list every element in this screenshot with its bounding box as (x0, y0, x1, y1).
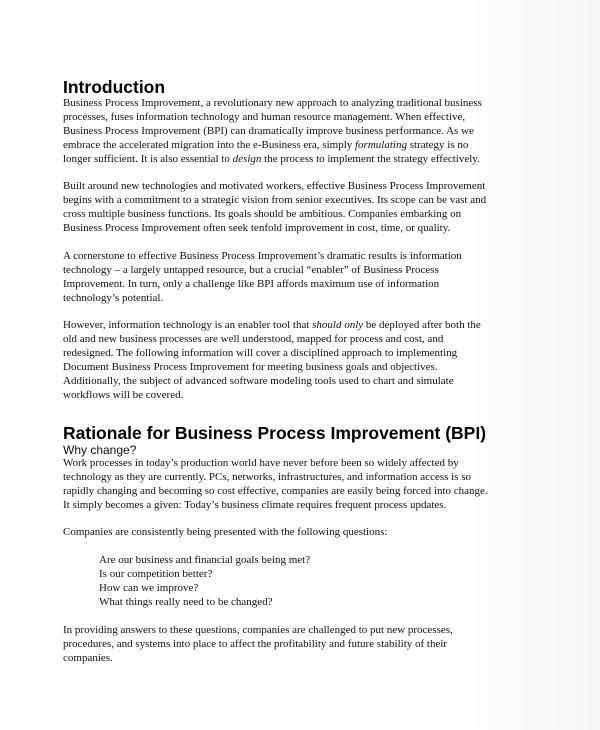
question-list (63, 554, 543, 610)
emphasis-text: design (232, 152, 262, 165)
line-text: the process to implement the strategy effectively. (261, 152, 480, 165)
paragraph-line: A cornerstone to effective Business Process Improvement’s dramatic results is information (63, 249, 462, 262)
paragraph-line: rapidly changing and becoming so cost effective, companies are easily being forced into change. (63, 484, 488, 497)
paragraph (63, 526, 543, 540)
paragraph-line: Companies are consistently being presented with the following questions: (63, 526, 388, 539)
paragraph-line: companies. (63, 651, 113, 664)
paragraph-line: technology’s potential. (63, 291, 164, 304)
paragraph-line: Work processes in today’s production world have never before been so widely affected by (63, 456, 459, 469)
emphasis-text: should only (312, 319, 364, 332)
paragraph-line: Business Process Improvement often seek tenfold improvement in cost, time, or quality. (63, 222, 451, 235)
section-heading-introduction: Introduction (63, 77, 166, 97)
paragraph-line: cross multiple business functions. Its goals should be ambitious. Companies embarking on (63, 208, 462, 221)
paragraph-line: procedures, and systems into place to affect the profitability and future stability of their (63, 637, 448, 650)
paragraph-line: Business Process Improvement (BPI) can dramatically improve business performance. As we (63, 124, 474, 137)
line-text: be deployed after both the (363, 319, 481, 332)
paragraph-line: workflows will be covered. (63, 388, 184, 401)
paragraph (63, 180, 543, 236)
paragraph-line: begins with a commitment to a strategic vision from senior executives. Its scope can be vast and (63, 194, 487, 207)
paragraph (63, 319, 543, 402)
line-text: However, information technology is an enabler tool that (63, 319, 313, 332)
paragraph-line: processes, fuses information technology and human resource management. When effective, (63, 110, 466, 123)
paragraph-line: technology as they are currently. PCs, networks, infrastructures, and information access is so (63, 470, 472, 483)
paragraph-line: Document Business Process Improvement for meeting business goals and objectives. (63, 361, 438, 374)
paragraph-line (63, 139, 543, 153)
paragraph-line (63, 153, 543, 167)
paragraph (63, 624, 543, 666)
line-text: embrace the accelerated migration into the e-Business era, simply (63, 138, 355, 151)
paragraph-line: old and new business processes are well understood, mapped for process and cost, and (63, 333, 444, 346)
section-heading-rationale: Rationale for Business Process Improvement (BPI) (63, 422, 487, 443)
paragraph-line: In providing answers to these questions, companies are challenged to put new processes, (63, 623, 453, 636)
paragraph (63, 97, 543, 167)
emphasis-text: formulating (355, 138, 407, 151)
question-item: Are our business and financial goals being met? (99, 554, 311, 567)
subheading-why-change: Why change? (63, 442, 137, 457)
paragraph-line: Improvement. In turn, only a challenge like BPI affords maximum use of information (63, 277, 440, 290)
paragraph-line: redesigned. The following information will cover a disciplined approach to implementing (63, 347, 458, 360)
paragraph-line: Built around new technologies and motivated workers, effective Business Process Improvement (63, 180, 486, 193)
line-text: longer sufficient. It is also essential to (63, 152, 233, 165)
paragraph-line: Additionally, the subject of advanced software modeling tools used to chart and simulate (63, 375, 454, 388)
paragraph (63, 250, 543, 306)
paragraph-line: Business Process Improvement, a revolutionary new approach to analyzing traditional business (63, 97, 482, 109)
document-body (63, 78, 543, 665)
paragraph-line (63, 319, 543, 333)
question-item: What things really need to be changed? (99, 595, 273, 608)
question-item: How can we improve? (99, 582, 199, 595)
paragraph-line: It simply becomes a given: Today’s business climate requires frequent process updates. (63, 498, 447, 511)
question-item: Is our competition better? (99, 568, 213, 581)
paragraph (63, 457, 543, 513)
paragraph-line: technology – a largely untapped resource, but a crucial “enabler” of Business Process (63, 263, 439, 276)
line-text: strategy is no (406, 138, 469, 151)
